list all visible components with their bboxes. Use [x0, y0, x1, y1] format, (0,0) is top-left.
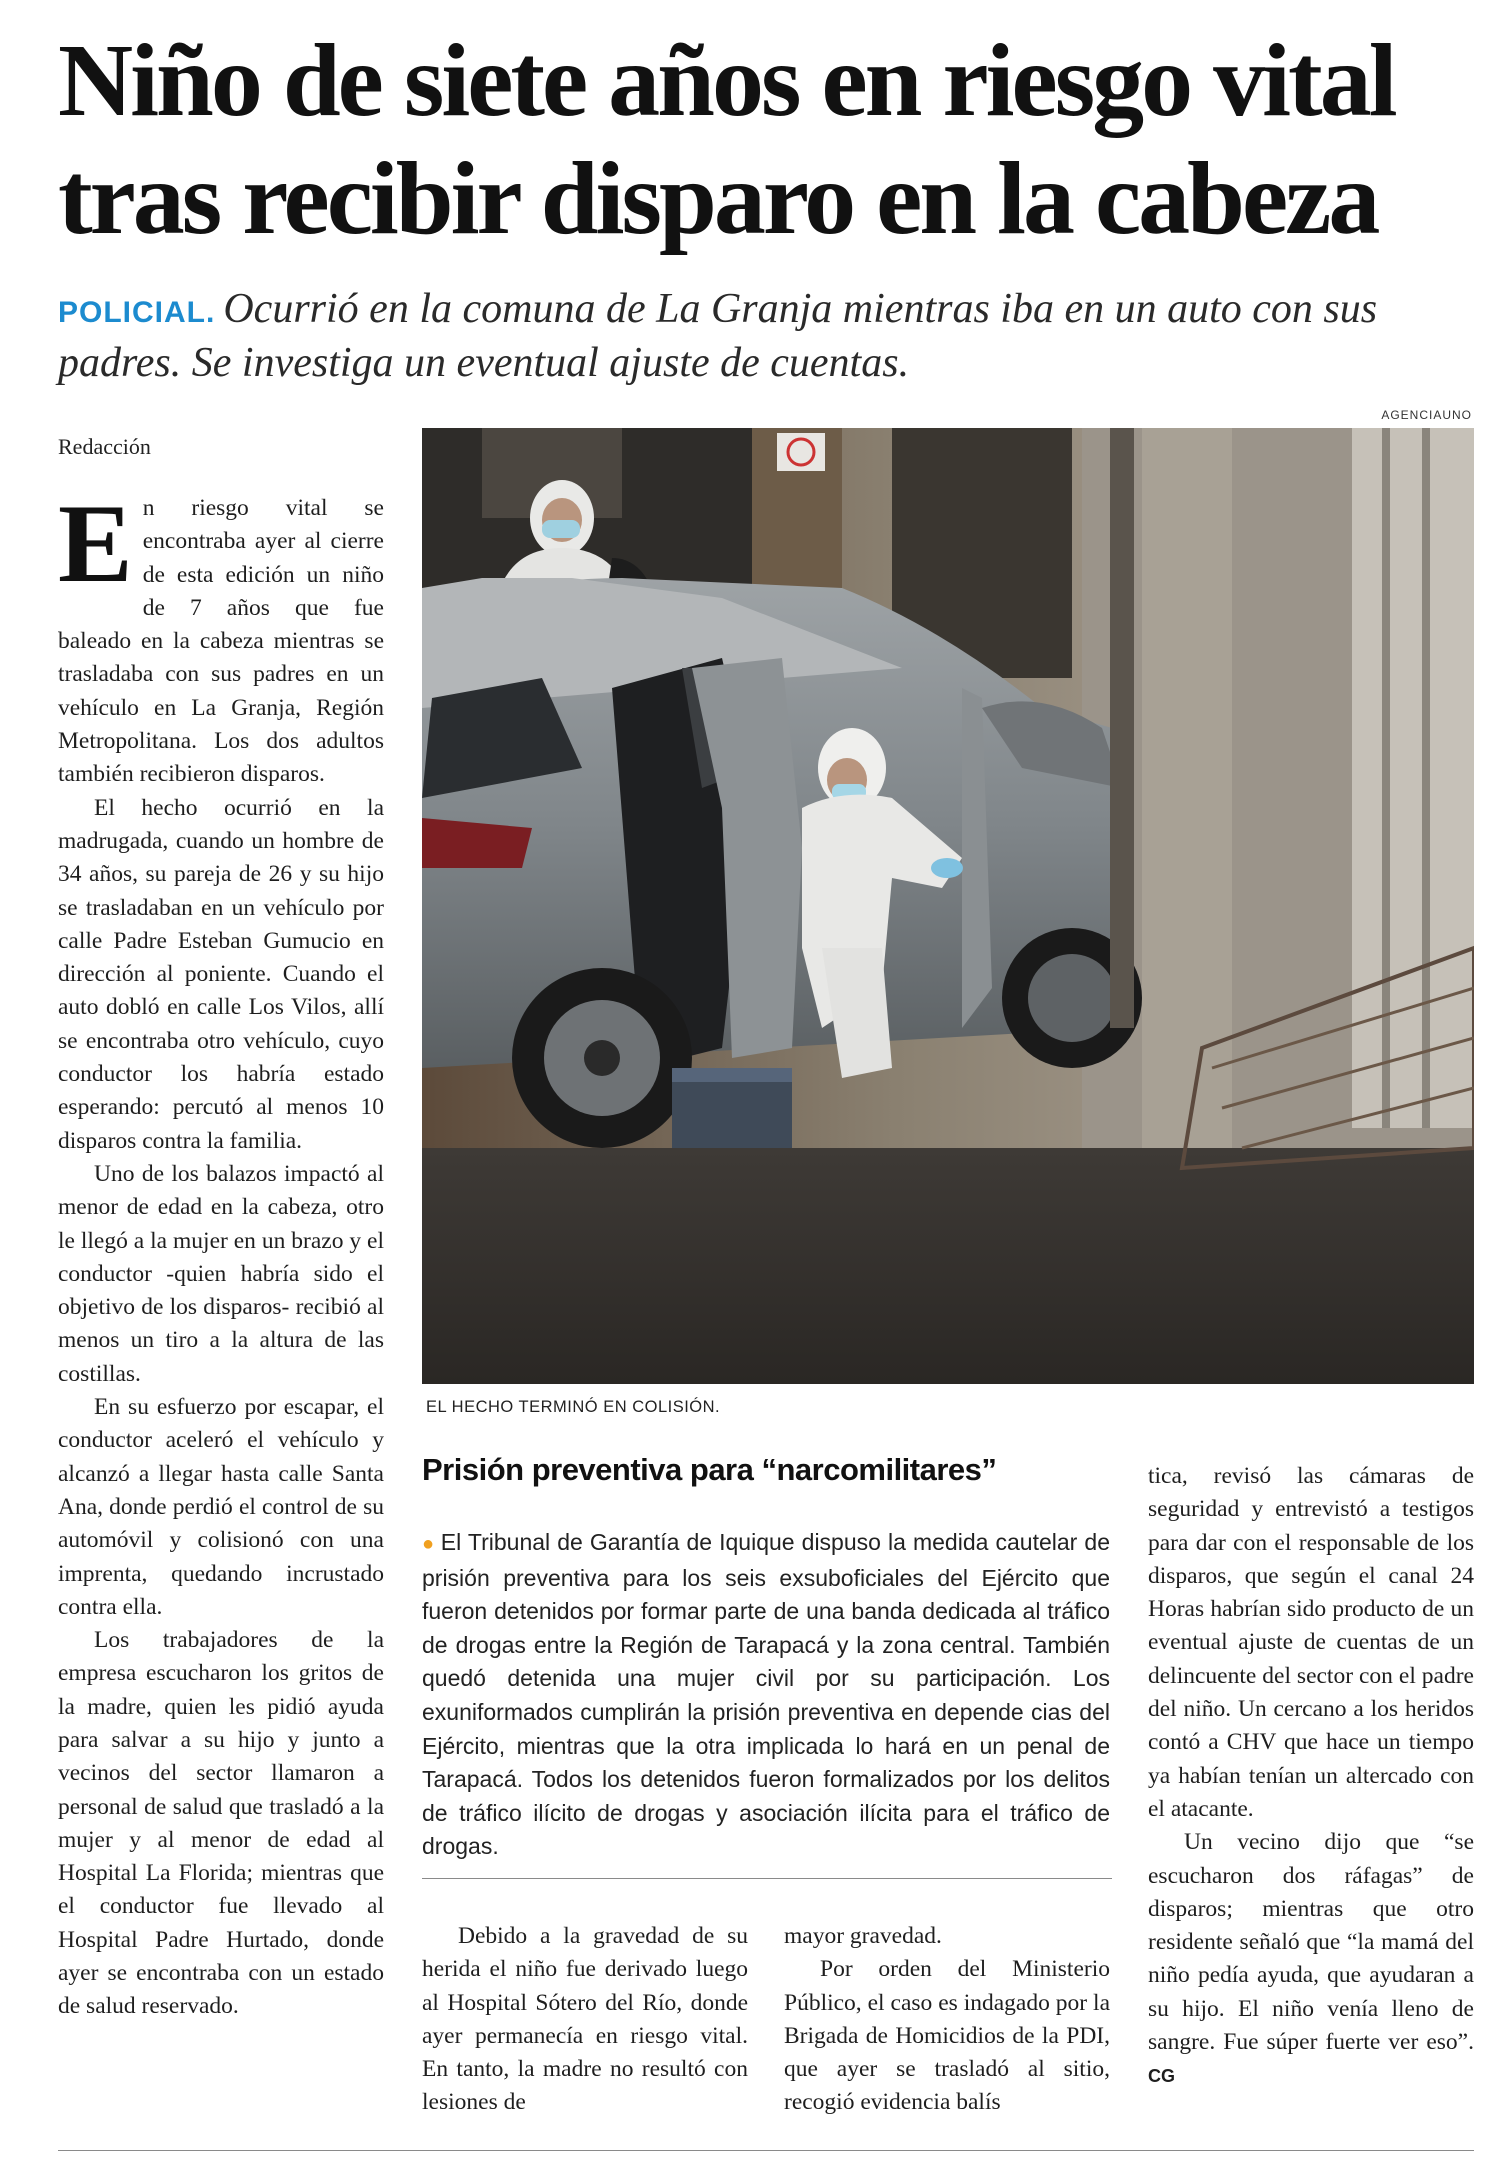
box-divider [422, 1878, 1112, 1879]
bullet-icon: ● [422, 1533, 435, 1555]
paragraph: Debido a la gravedad de su herida el niño fue derivado luego al Hospital Sótero del Río, donde ayer permanecía en riesgo vital. En tanto, la madre no resultó con lesiones de [422, 1923, 748, 2116]
column-1 [58, 482, 384, 2024]
paragraph: Por orden del Ministerio Público, el caso es indagado por la Brigada de Homicidios de la PDI, que ayer se trasladó al sitio, recogió evidencia balís [784, 1956, 1110, 2116]
paragraph-text: Un vecino dijo que “se escucharon dos ráfagas” de disparos; mientras que otro residente señaló que “la mamá del niño pedía ayuda, que ayudaran a su hijo. El niño venía lleno de sangre. Fue súper fuerte ver eso”. [1148, 1829, 1474, 2056]
column-2 [422, 1920, 748, 2120]
lead-text: Ocurrió en la comuna de La Granja mientras iba en un auto con sus padres. Se investiga un eventual ajuste de cuentas. [58, 286, 1378, 386]
paragraph: El hecho ocurrió en la madrugada, cuando un hombre de 34 años, su pareja de 26 y su hijo se trasladaban en un vehículo por calle Padre Esteban Gumucio en dirección al poniente. Cuando el auto dobló en calle Los Vilos, allí se encontraba otro vehículo, cuyo conductor los habría estado esperando: percutó al menos 10 disparos contra la familia. [58, 794, 384, 1154]
box-title: Prisión preventiva para “narcomilitares” [422, 1452, 997, 1487]
paragraph: tica, revisó las cámaras de seguridad y entrevistó a testigos para dar con el responsable de los disparos, que según el canal 24 Horas habrían sido producto de un eventual ajuste de cuentas de un delincuente del sector con el padre del niño. Un cercano a los heridos contó a CHV que hace un tiempo ya habían tenían un altercado con el atacante. [1148, 1463, 1474, 1822]
photo-credit: AGENCIAUNO [1381, 408, 1472, 422]
box-body [422, 1526, 1110, 1864]
bottom-rule [58, 2150, 1474, 2151]
crime-scene-photo [422, 428, 1474, 1384]
paragraph [58, 482, 384, 792]
column-4 [1148, 1460, 1474, 2094]
photo-caption: EL HECHO TERMINÓ EN COLISIÓN. [426, 1398, 721, 1416]
news-photo [422, 428, 1474, 1384]
paragraph: Los trabajadores de la empresa escucharon los gritos de la madre, quien les pidió ayuda para salvar a su hijo y junto a vecinos del sector llamaron a personal de salud que trasladó a la mujer y al menor de edad al Hospital La Florida; mientras que el conductor fue llevado al Hospital Padre Hurtado, donde ayer se encontraba con un estado de salud reservado. [58, 1627, 384, 2020]
headline-line-2: tras recibir disparo en la cabeza [58, 141, 1378, 256]
paragraph-text: n riesgo vital se encontraba ayer al cierre de esta edición un niño de 7 años que fue baleado en la cabeza mientras se trasladaba con sus padres en un vehículo en La Granja, Región Metropolitana. Los dos adultos también recibieron disparos. [58, 495, 384, 788]
paragraph [1148, 1826, 1474, 2093]
section-label: POLICIAL. [58, 296, 216, 329]
headline-line-1: Niño de siete años en riesgo vital [58, 23, 1395, 138]
drop-cap: E [58, 482, 133, 606]
paragraph: En su esfuerzo por escapar, el conductor aceleró el vehículo y alcanzó a llegar hasta calle Santa Ana, donde perdió el control de su automóvil y colisionó con una imprenta, quedando incrustado contra ella. [58, 1394, 384, 1620]
headline [58, 22, 1458, 258]
column-3 [784, 1920, 1110, 2120]
byline: Redacción [58, 434, 151, 459]
lead-paragraph [58, 284, 1448, 388]
end-mark: CG [1148, 2066, 1175, 2087]
paragraph: Uno de los balazos impactó al menor de edad en la cabeza, otro le llegó a la mujer en un brazo y el conductor -quien habría sido el objetivo de los disparos- recibió al menos un tiro a la altura de las costillas. [58, 1160, 384, 1387]
paragraph: mayor gravedad. [784, 1923, 942, 1949]
box-body-text: El Tribunal de Garantía de Iquique dispuso la medida cautelar de prisión preventiva para los seis exsuboficiales del Ejército que fueron detenidos por formar parte de una banda dedicada al tráfico de drogas entre la Región de Tarapacá y la zona central. También quedó detenida una mujer civil por su participación. Los exuniformados cumplirán la prisión preventiva en depende cias del Ejército, mientras que la otra implicada lo hará en un penal de Tarapacá. Todos los detenidos fueron formalizados por los delitos de tráfico ilícito de drogas y asociación ilícita para el tráfico de drogas. [422, 1529, 1110, 1860]
